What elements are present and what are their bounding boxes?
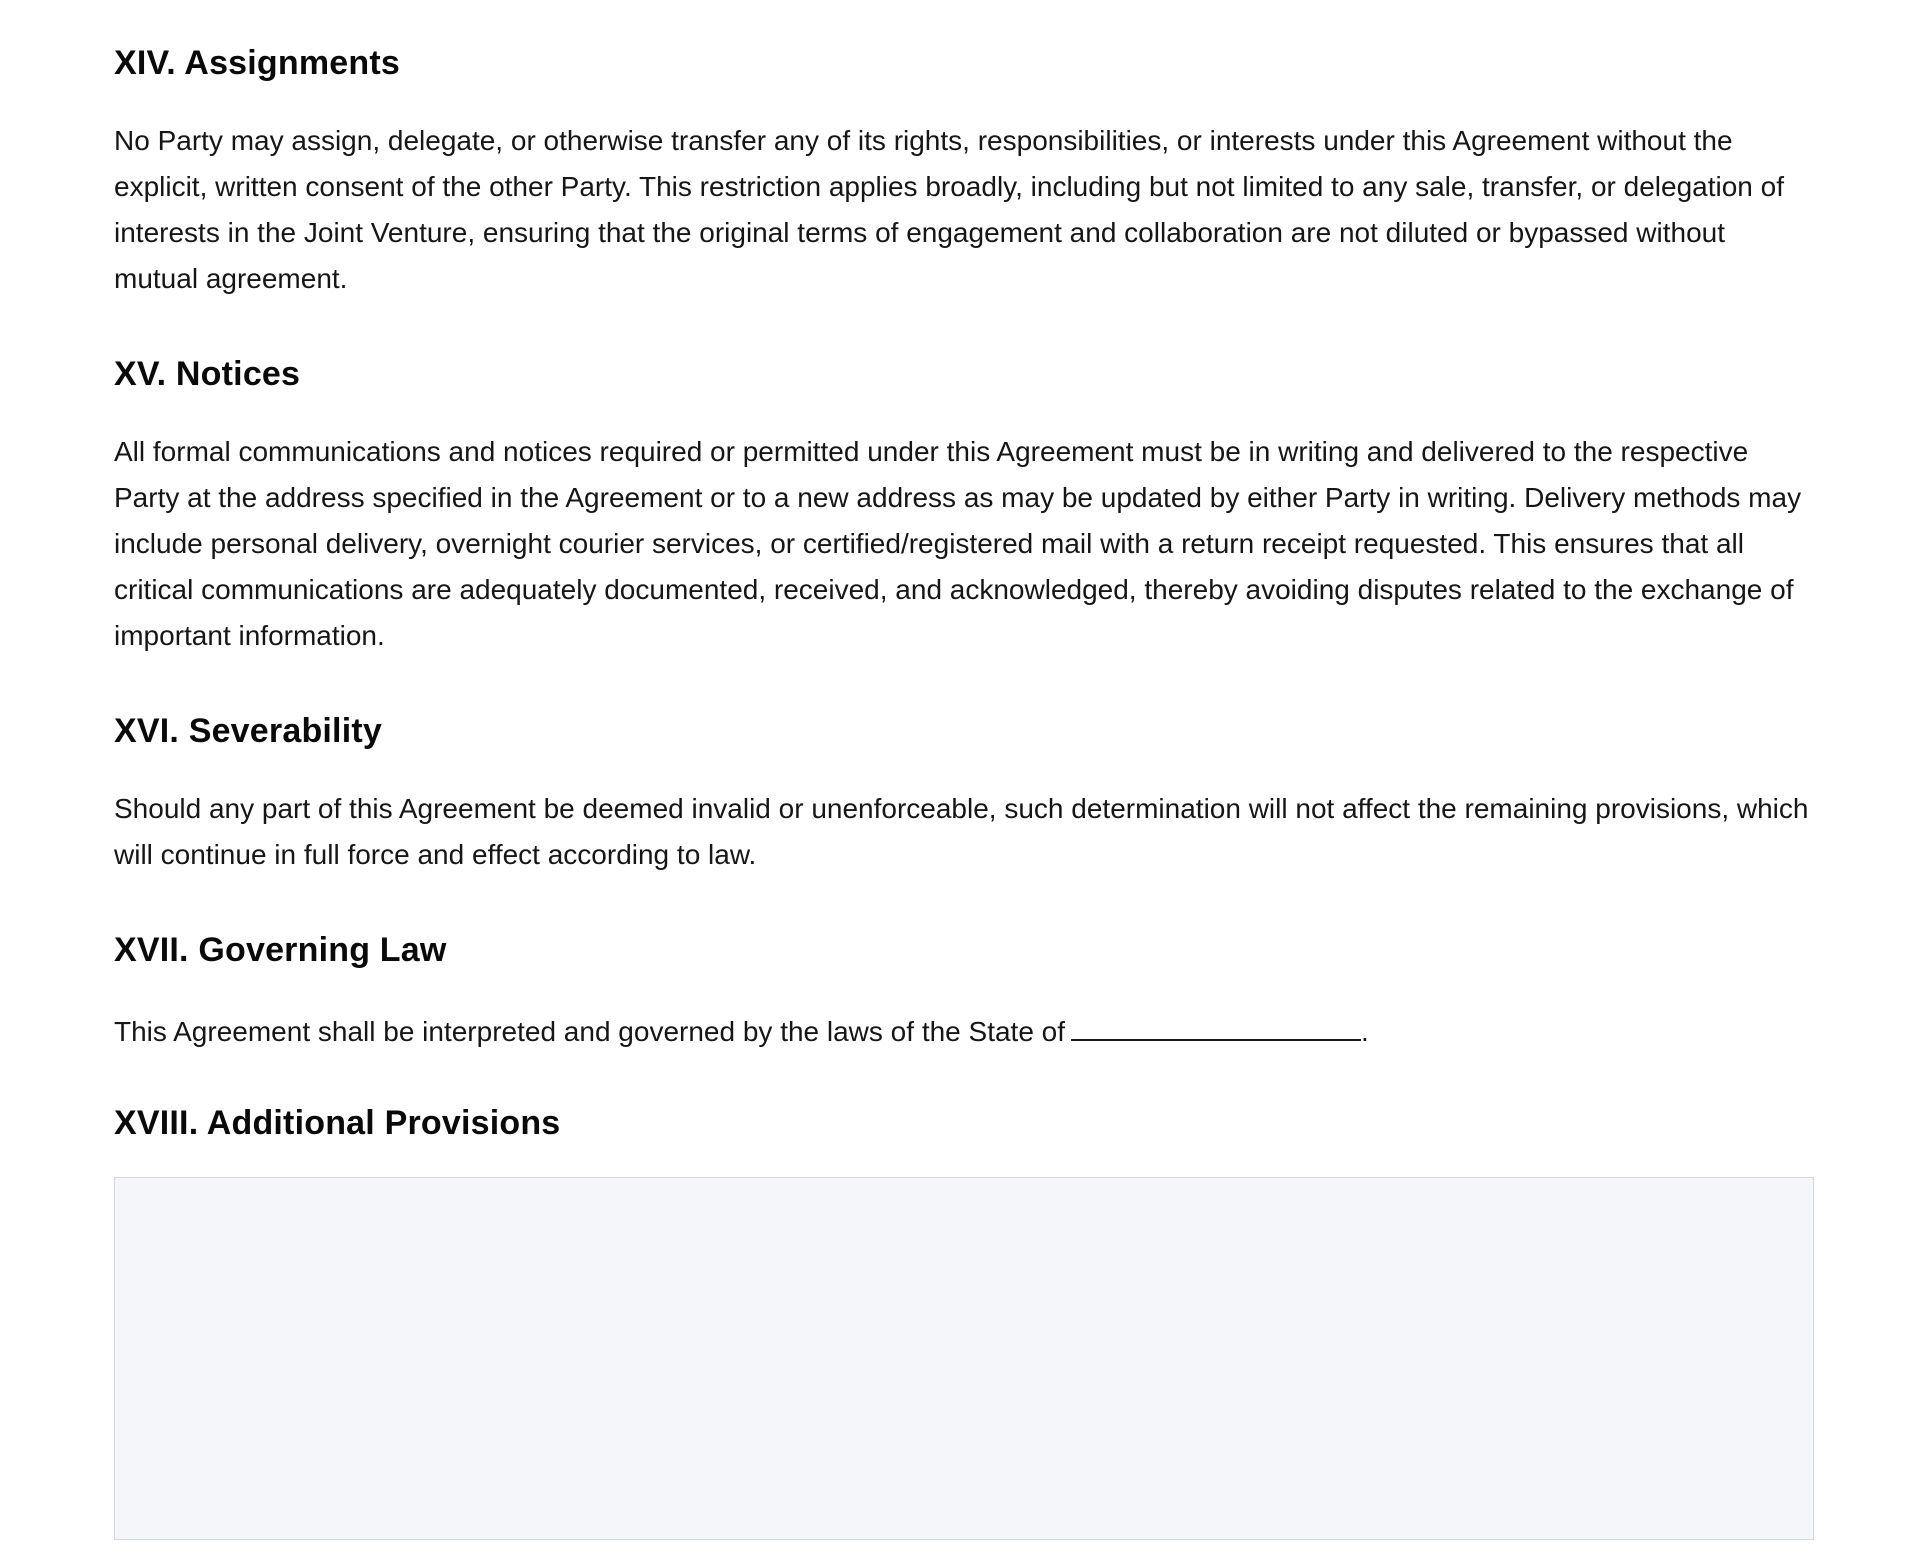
section-title-severability: XVI. Severability	[114, 712, 382, 750]
section-body-assignments: No Party may assign, delegate, or otherwise transfer any of its rights, responsibilities, or interests under this Agreement without the explicit, written consent of the other Party. This restriction applies broadly, including but not limited to any sale, transfer, or delegation of interests in the Joint Venture, ensuring that the original terms of engagement and collaboration are not diluted or bypassed without mutual agreement.	[114, 125, 1784, 294]
section-title-governing-law: XVII. Governing Law	[114, 931, 447, 969]
additional-provisions-textarea[interactable]	[114, 1177, 1814, 1540]
section-body-governing-law	[114, 1005, 1816, 1055]
section-body-severability: Should any part of this Agreement be deemed invalid or unenforceable, such determination will not affect the remaining provisions, which will continue in full force and effect according to law.	[114, 793, 1809, 870]
section-body-notices: All formal communications and notices required or permitted under this Agreement must be in writing and delivered to the respective Party at the address specified in the Agreement or to a new address as may be updated by either Party in writing. Delivery methods may include personal delivery, overnight courier services, or certified/registered mail with a return receipt requested. This ensures that all critical communications are adequately documented, received, and acknowledged, thereby avoiding disputes related to the exchange of important information.	[114, 436, 1802, 651]
section-title-notices: XV. Notices	[114, 355, 301, 393]
section-title-assignments: XIV. Assignments	[114, 44, 401, 82]
state-blank-field[interactable]	[1071, 1005, 1361, 1041]
governing-law-period: .	[1361, 1016, 1369, 1047]
governing-law-text: This Agreement shall be interpreted and governed by the laws of the State of	[114, 1016, 1066, 1047]
section-title-additional-provisions: XVIII. Additional Provisions	[114, 1104, 561, 1142]
